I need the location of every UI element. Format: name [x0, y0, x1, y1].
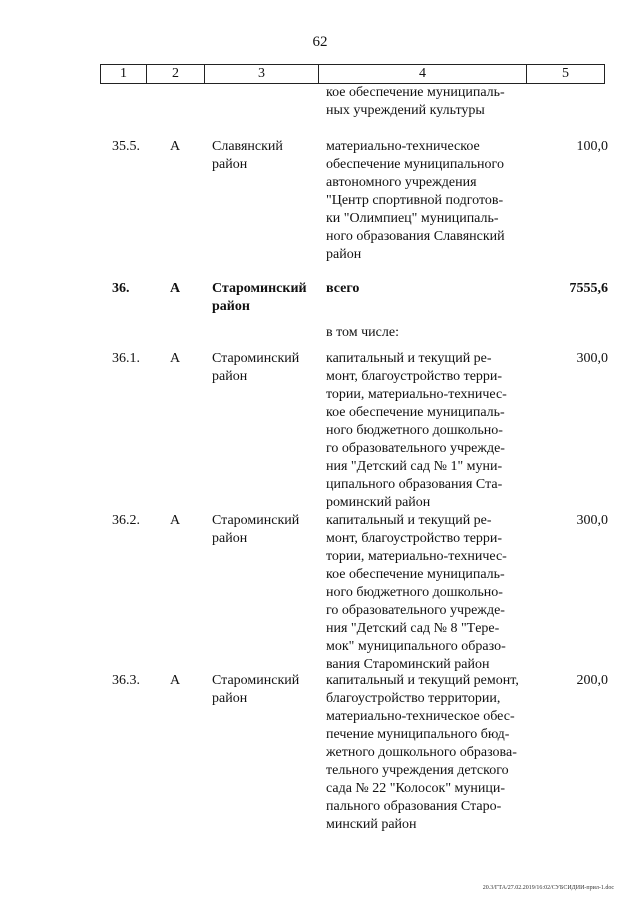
description-line: материально-техническое обес-	[326, 709, 515, 724]
row-description	[326, 512, 524, 674]
description-line: го образовательного учрежде-	[326, 603, 505, 618]
description-line: "Центр спортивной подготов-	[326, 193, 504, 208]
row-region: Славянский район	[212, 139, 283, 172]
row-description	[326, 672, 524, 834]
description-line: ного бюджетного дошкольно-	[326, 423, 503, 438]
row-category: А	[170, 281, 181, 296]
row-description	[326, 84, 524, 120]
row-amount: 300,0	[576, 351, 608, 366]
description-line: всего	[326, 281, 360, 296]
header-col-1: 1	[101, 65, 147, 83]
description-line: ного бюджетного дошкольно-	[326, 585, 503, 600]
description-line: в том числе:	[326, 325, 399, 340]
description-line: район	[326, 247, 362, 262]
description-line: роминский район	[326, 495, 431, 510]
description-line: кое обеспечение муниципаль-	[326, 85, 505, 100]
description-line: ного образования Славянский	[326, 229, 505, 244]
description-line: автономного учреждения	[326, 175, 477, 190]
description-line: ных учреждений культуры	[326, 103, 485, 118]
row-region: Староминский район	[212, 513, 300, 546]
description-line: монт, благоустройство терри-	[326, 369, 503, 384]
description-line: материально-техническое	[326, 139, 480, 154]
footer-path: 20.3/ГТА/27.02.2019/16:02/СУБСИДИИ-прил-1.doc	[482, 885, 614, 891]
header-col-4: 4	[319, 65, 527, 83]
row-number: 35.5.	[112, 139, 140, 154]
description-line: минский район	[326, 817, 417, 832]
description-line: благоустройство территории,	[326, 691, 501, 706]
description-line: пального образования Старо-	[326, 799, 502, 814]
description-line: вания Староминский район	[326, 657, 490, 672]
row-description	[326, 324, 524, 342]
description-line: кое обеспечение муниципаль-	[326, 405, 505, 420]
description-line: обеспечение муниципального	[326, 157, 504, 172]
description-line: ния "Детский сад № 8 "Tере-	[326, 621, 500, 636]
description-line: тории, материально-техничес-	[326, 549, 507, 564]
description-line: ки "Олимпиец" муниципаль-	[326, 211, 499, 226]
row-amount: 300,0	[576, 513, 608, 528]
description-line: жетного дошкольного образова-	[326, 745, 517, 760]
row-number: 36.1.	[112, 351, 140, 366]
description-line: мок" муниципального образо-	[326, 639, 506, 654]
description-line: тельного учреждения детского	[326, 763, 509, 778]
header-col-5: 5	[562, 66, 569, 81]
row-number: 36.2.	[112, 513, 140, 528]
table-header	[100, 64, 605, 84]
row-number: 36.	[112, 281, 130, 296]
row-amount: 200,0	[576, 673, 608, 688]
row-description	[326, 350, 524, 512]
row-category: А	[170, 513, 181, 528]
row-amount: 100,0	[576, 139, 608, 154]
description-line: печение муниципального бюд-	[326, 727, 510, 742]
description-line: капитальный и текущий ре-	[326, 351, 492, 366]
description-line: капитальный и текущий ремонт,	[326, 673, 519, 688]
page-number: 62	[312, 34, 328, 50]
row-amount: 7555,6	[569, 281, 608, 296]
header-col-2: 2	[147, 65, 205, 83]
row-category: А	[170, 351, 181, 366]
row-region: Староминский район	[212, 351, 300, 384]
row-region: Староминский район	[212, 673, 300, 706]
row-region: Староминский район	[212, 281, 307, 314]
row-category: А	[170, 139, 181, 154]
header-col-3: 3	[205, 65, 319, 83]
description-line: ния "Детский сад № 1" муни-	[326, 459, 503, 474]
description-line: капитальный и текущий ре-	[326, 513, 492, 528]
description-line: сада № 22 "Колосок" муници-	[326, 781, 506, 796]
description-line: кое обеспечение муниципаль-	[326, 567, 505, 582]
description-line: го образовательного учрежде-	[326, 441, 505, 456]
row-description	[326, 138, 524, 264]
row-category: А	[170, 673, 181, 688]
description-line: ципального образования Ста-	[326, 477, 503, 492]
row-number: 36.3.	[112, 673, 140, 688]
description-line: монт, благоустройство терри-	[326, 531, 503, 546]
row-description	[326, 280, 524, 298]
description-line: тории, материально-техничес-	[326, 387, 507, 402]
